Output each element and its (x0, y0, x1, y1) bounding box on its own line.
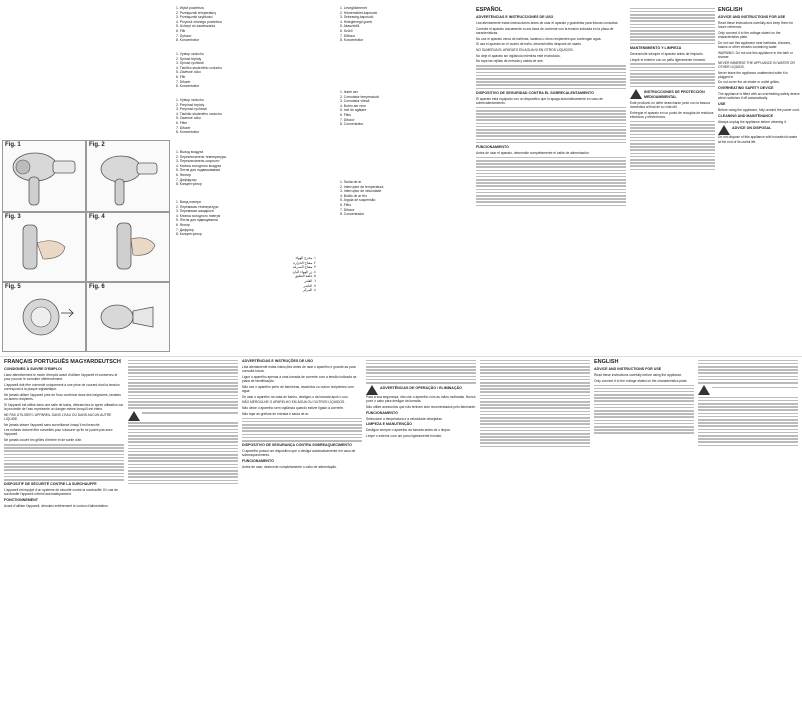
paragraph: NE PAS UTILISER L'APPAREIL DANS L'EAU OU DANS AUCUN AUTRE LIQUIDE. (4, 412, 112, 421)
list-item: ٨. المركز (302, 288, 316, 293)
paragraph: No tape las rejillas de entrada y salida de aire. (476, 59, 544, 64)
figure-label: Fig. 2 (89, 142, 105, 148)
list-item: 3. Prepínač rýchlosti (176, 107, 207, 112)
list-item: 8. Koncentrátor (176, 130, 200, 135)
paragraph: Entregue el aparato en un punto de recogida de residuos eléctricos y electrónicos. (630, 110, 714, 119)
paragraph: Se usar o aparelho na casa de banho, desligue-o da tomada após o uso. (242, 394, 349, 399)
list-item: 7. Dyfuzor (176, 33, 192, 38)
page-divider (0, 356, 802, 357)
list-item: ٢. مفتاح الحرارة (293, 260, 316, 265)
parts-list-ro (340, 90, 460, 127)
list-item: ٥. حلقة التعليق (294, 274, 316, 279)
paragraph: Read these instructions carefully and keep them for future reference. (718, 21, 794, 30)
list-item: 5. Петля для підвішування (176, 218, 218, 223)
list-item: 4. Botão de ar frio (340, 193, 367, 198)
paragraph: Conecte el aparato únicamente a una toma de corriente con la tensión indicada en la placa de características. (476, 26, 614, 35)
list-item: 1. Saída de ar (340, 180, 362, 184)
list-item: 1. Levegőkimenet (340, 6, 367, 10)
paragraph: Leia atentamente estas instruções antes de usar o aparelho e guarde-as para consulta futura. (242, 365, 356, 374)
paragraph: No deje el aparato sin vigilancia mientras esté enchufado. (476, 53, 561, 58)
parts-list-pl (176, 6, 316, 43)
list-item: 2. Interruptor de temperatura (340, 184, 384, 189)
list-item: 5. Uchwyt do zawieszania (176, 24, 216, 29)
paragraph: Seleccione a temperatura e a velocidade desejadas. (366, 416, 443, 421)
paragraph: Antes de usar el aparato, desenrolle completamente el cable de alimentación. (476, 150, 590, 155)
paragraph: Ne jamais laisser l'appareil sans surveillance lorsqu'il est branché. (4, 422, 101, 427)
paragraph: Read these instructions carefully before using the appliance. (594, 373, 683, 377)
list-item: 7. Дифузор (176, 227, 194, 232)
list-item: 6. Фільтр (176, 222, 191, 227)
list-item: 1. Wylot powietrza (176, 6, 204, 10)
warning-icon (698, 385, 710, 395)
list-item: 4. Tlačidlo studeného vzduchu (176, 111, 222, 116)
paragraph: El aparato está equipado con un dispositivo que lo apaga automáticamente en caso de sobrecalentamiento. (476, 96, 604, 105)
warning-block (128, 411, 238, 421)
list-item: 2. Spínač teploty (176, 56, 202, 61)
paragraph: L'appareil est équipé d'un système de sécurité contre la surchauffe. En cas de surchauffe l'appareil s'éteint automatiquement. (4, 488, 118, 497)
paragraph: Não deixe o aparelho sem vigilância quando estiver ligado à corrente. (242, 406, 344, 411)
list-item: 1. Ieșire aer (340, 90, 358, 94)
spanish-column (476, 6, 626, 351)
paragraph: Only connect it to the voltage stated on the characteristics plate. (594, 378, 688, 383)
parts-list-ru (176, 150, 316, 187)
section-heading: DISPOSITIVO DE SEGURIDAD CONTRA EL SOBRECALENTAMIENTO (476, 90, 594, 95)
paragraph: WARNING: Do not use this appliance in the bath or shower. (718, 50, 793, 59)
paragraph: No use el aparato cerca de bañeras, lavabos u otros recipientes que contengan agua. (476, 36, 602, 41)
figure-label: Fig. 5 (5, 284, 21, 290)
figure-4 (86, 212, 170, 282)
section-heading: ADVERTÊNCIAS DE OPERAÇÃO / ELIMINAÇÃO (380, 386, 462, 391)
paragraph: Only connect it to the voltage stated on the characteristics plate. (718, 30, 781, 40)
paragraph: Always unplug the appliance before cleaning it. (718, 119, 787, 124)
list-item: 2. Переключатель температуры (176, 154, 227, 159)
lower-right-column (698, 358, 798, 703)
paragraph: Não use o aparelho perto de banheiras, lavatórios ou outros recipientes com água. (242, 384, 354, 394)
section-heading: DISPOSITIF DE SÉCURITÉ CONTRE LA SURCHAUFFE (4, 482, 97, 487)
list-item: 3. Spínač rychlosti (176, 61, 204, 66)
parts-list-ua (176, 200, 316, 237)
section-title: FRANÇAIS PORTUGUÊS MAGYARDEUTSCH (4, 359, 121, 365)
list-item: 8. Концентратор (176, 232, 202, 237)
section-title: ENGLISH (594, 359, 619, 365)
list-item: 6. Filtr (176, 74, 186, 79)
paragraph: Limpie el exterior con un paño ligeramente húmedo. (630, 57, 707, 62)
section-heading: FUNCIONAMENTO (242, 459, 274, 464)
paragraph: NO SUMERJA EL APARATO EN AGUA NI EN OTROS LÍQUIDOS. (476, 48, 574, 53)
hand-on-switch-illustration (3, 213, 85, 281)
list-item: 5. Inel de agățare (340, 108, 367, 113)
list-item: 4. Tlačítko studeného vzduchu (176, 65, 222, 70)
paragraph: O aparelho possui um dispositivo que o desliga automaticamente em caso de sobreaquecimento. (242, 449, 356, 458)
french-column (4, 358, 124, 703)
section-heading: USE (718, 102, 726, 107)
section-heading: CONSIGNES À SUIVRE D'EMPLOI (4, 367, 62, 371)
list-item: 3. Перемикач швидкості (176, 209, 214, 214)
list-item: 1. Výstup vzduchu (176, 52, 204, 56)
warning-icon (128, 411, 140, 421)
list-item: ٦. الفلتر (304, 278, 316, 283)
list-item: 4. Кнопка холодного повітря (176, 213, 221, 218)
section-heading: ADVICE AND INSTRUCTIONS FOR USE (718, 15, 786, 19)
warning-block (718, 125, 800, 135)
french-column-2 (128, 358, 238, 703)
spanish-column-2 (630, 6, 715, 351)
figure-label: Fig. 4 (89, 214, 105, 220)
list-item: 6. Filtr (176, 28, 186, 33)
paragraph: Ligue o aparelho apenas a uma tomada de corrente com a tensão indicada na placa de identificação. (242, 374, 357, 384)
filter-removal-illustration (3, 283, 85, 351)
list-item: 2. Przełącznik temperatury (176, 10, 217, 15)
list-item: 4. Кнопка холодного воздуха (176, 163, 222, 168)
list-item: 7. Difuzér (176, 125, 191, 130)
list-item: 5. Петля для подвешивания (176, 168, 221, 173)
paragraph: NÃO MERGULHE O APARELHO EM ÁGUA OU OUTROS LÍQUIDOS. (242, 400, 346, 405)
paragraph: Este producto no debe desecharse junto con la basura doméstica al final de su vida útil. (630, 100, 710, 110)
list-item: 7. Difuzér (176, 79, 191, 84)
paragraph: Limpe o exterior com um pano ligeiramente húmido. (366, 434, 443, 439)
warning-block (630, 89, 715, 101)
paragraph: Lea atentamente estas instrucciones antes de usar el aparato y guárdelas para futuras consultas. (476, 21, 619, 25)
list-item: 1. Výstup vzduchu (176, 98, 204, 102)
paragraph: L'appareil doit être connecté uniquement à une prise de courant dont la tension correspond à la plaque signalétique. (4, 382, 120, 392)
section-heading: LIMPEZA E MANUTENÇÃO (366, 422, 412, 427)
section-title: ENGLISH (718, 7, 743, 13)
section-heading: FUNCIONAMIENTO (476, 144, 509, 149)
paragraph: Lisez attentivement le mode d'emploi avant d'utiliser l'appareil et conservez-le pour pouvoir le consulter ultérieurement. (4, 373, 118, 382)
list-item: 7. Difuzor (340, 117, 355, 122)
portuguese-column-2 (366, 358, 476, 703)
paragraph: Before using the appliance, fully unwind the power cord. (718, 108, 800, 113)
warning-icon (366, 385, 378, 395)
paragraph: Não tape as grelhas de entrada e saída de ar. (242, 411, 310, 416)
paragraph: The appliance is fitted with an overheating safety device which switches it off automatically. (718, 92, 800, 101)
paragraph: Si usa el aparato en el cuarto de baño, desenchúfelo después de usarlo. (476, 42, 582, 47)
paragraph: Si l'appareil est utilisé dans une salle de bains, débranchez-le après utilisation car la proximité de l'eau représente un danger même lorsqu'il est éteint. (4, 402, 124, 411)
section-heading: MANTENIMIENTO Y LIMPIEZA (630, 45, 682, 50)
paragraph: Avant d'utiliser l'appareil, déroulez entièrement le cordon d'alimentation. (4, 504, 109, 509)
section-heading: ADVICE ON DISPOSAL (732, 126, 772, 131)
paragraph: Ne jamais utiliser l'appareil près de l'eau contenue dans des baignoires, lavabos ou autres récipients. (4, 392, 121, 402)
list-item: 8. Концентратор (176, 182, 202, 187)
list-item: 8. Koncentrátor (176, 84, 200, 89)
hair-dryer-illustration (3, 141, 85, 211)
list-item: 3. Interruptor de velocidade (340, 189, 382, 194)
paragraph: Não utilize acessórios que não tenham sido recomendados pelo fabricante. (366, 405, 476, 409)
paragraph: Do not use this appliance near bathtubs, showers, basins or other vessels containing water. (718, 40, 792, 50)
parts-list-sk (176, 98, 316, 135)
paragraph: Do not dispose of this appliance with household waste at the end of its useful life. (718, 135, 798, 144)
parts-list-ar (176, 256, 316, 293)
paragraph: Desenchufe siempre el aparato antes de limpiarlo. (630, 51, 704, 56)
parts-list-cz (176, 52, 316, 89)
list-item: 8. Koncentrátor (340, 38, 364, 43)
list-item: 3. Przełącznik szybkości (176, 15, 213, 20)
section-heading: CLEANING AND MAINTENANCE (718, 113, 773, 118)
concentrator-attach-illustration (87, 283, 169, 351)
english-column (718, 6, 800, 351)
list-item: 3. Comutator viteză (340, 99, 370, 104)
warning-icon (718, 125, 730, 135)
figure-6 (86, 282, 170, 352)
list-item: 2. Comutator temperatură (340, 94, 379, 99)
section-title: ESPAÑOL (476, 7, 503, 13)
list-item: 3. Sebesség-kapcsoló (340, 15, 374, 20)
parts-list-pt (340, 180, 460, 217)
section-heading: DISPOSITIVO DE SEGURANÇA CONTRA SOBREAQUECIMENTO (242, 443, 352, 448)
figure-label: Fig. 6 (89, 284, 105, 290)
section-heading: ADVERTÊNCIAS E INSTRUÇÕES DE USO (242, 359, 314, 363)
figure-label: Fig. 3 (5, 214, 21, 220)
list-item: ٤. زر الهواء البارد (292, 269, 316, 274)
hair-dryer-illustration (87, 141, 169, 211)
paragraph: Ne jamais couvrir les grilles d'entrée et de sortie d'air. (4, 438, 82, 443)
portuguese-column (242, 358, 362, 703)
list-item: 7. Диффузор (176, 177, 197, 182)
list-item: 3. Переключатель скорости (176, 159, 220, 164)
list-item: 2. Hőmérséklet-kapcsoló (340, 10, 378, 15)
list-item: ١. مخرج الهواء (295, 256, 316, 260)
list-item: 1. Выход воздуха (176, 150, 204, 154)
list-item: 6. Filtro (340, 202, 352, 207)
figure-2 (86, 140, 170, 212)
list-item: 6. Filter (176, 120, 188, 125)
list-item: ٣. مفتاح السرعة (292, 265, 316, 270)
list-item: 6. Szűrő (340, 28, 353, 33)
list-item: 7. Difusor (340, 207, 355, 212)
paragraph: Para a sua segurança, não use o aparelho com as mãos molhadas. Nunca puxe o cabo para desligar da tomada. (366, 395, 476, 404)
list-item: 1. Вихід повітря (176, 200, 201, 204)
list-item: 5. Závesné očko (176, 116, 201, 121)
section-heading: INSTRUCCIONES DE PROTECCIÓN MEDIOAMBIENTAL (644, 89, 705, 99)
list-item: 5. Argola de suspensão (340, 198, 376, 203)
list-item: 8. Koncentrator (176, 38, 200, 43)
list-item: 4. Buton aer rece (340, 103, 367, 108)
section-heading: FONCTIONNEMENT (4, 498, 38, 503)
list-item: 6. Filtru (340, 112, 352, 117)
figure-1 (2, 140, 86, 212)
list-item: 6. Фильтр (176, 172, 192, 177)
section-heading: ADVERTENCIAS E INSTRUCCIONES DE USO (476, 15, 554, 19)
paragraph: Never leave the appliance unattended while it is plugged in. (718, 70, 788, 79)
spanish-lower-column (480, 358, 590, 703)
warning-block (698, 385, 798, 395)
list-item: 5. Závěsné očko (176, 70, 201, 75)
parts-list-hu (340, 6, 460, 43)
hand-on-switch-illustration (87, 213, 169, 281)
paragraph: NEVER IMMERSE THE APPLIANCE IN WATER OR OTHER LIQUIDS. (718, 60, 795, 69)
figure-5 (2, 282, 86, 352)
section-heading: OVERHEATING SAFETY DEVICE (718, 86, 774, 91)
paragraph: Desligue sempre o aparelho da tomada antes de o limpar. (366, 428, 451, 433)
paragraph: Les enfants doivent être surveillés pour s'assurer qu'ils ne jouent pas avec l'appareil. (4, 428, 113, 437)
english-lower-column (594, 358, 694, 703)
list-item: ٧. الناشر (303, 283, 316, 288)
paragraph: Do not cover the air intake or outlet grilles. (718, 80, 780, 85)
list-item: 4. Hideglevegő gomb (340, 19, 373, 24)
list-item: 2. Перемикач температури (176, 204, 219, 209)
list-item: 7. Diffúzor (340, 33, 356, 38)
list-item: 4. Przycisk zimnego powietrza (176, 19, 222, 24)
warning-icon (630, 89, 642, 99)
figure-3 (2, 212, 86, 282)
section-heading: ADVICE AND INSTRUCTIONS FOR USE (594, 367, 662, 371)
figure-label: Fig. 1 (5, 142, 21, 148)
warning-block (366, 385, 476, 395)
list-item: 5. Akasztófül (340, 24, 360, 29)
list-item: 2. Prepínač teploty (176, 102, 205, 107)
list-item: 8. Concentrador (340, 212, 365, 217)
section-heading: FUNCIONAMENTO (366, 410, 398, 415)
paragraph: Antes de usar, desenrole completamente o cabo de alimentação. (242, 465, 337, 470)
list-item: 8. Concentrator (340, 122, 364, 127)
